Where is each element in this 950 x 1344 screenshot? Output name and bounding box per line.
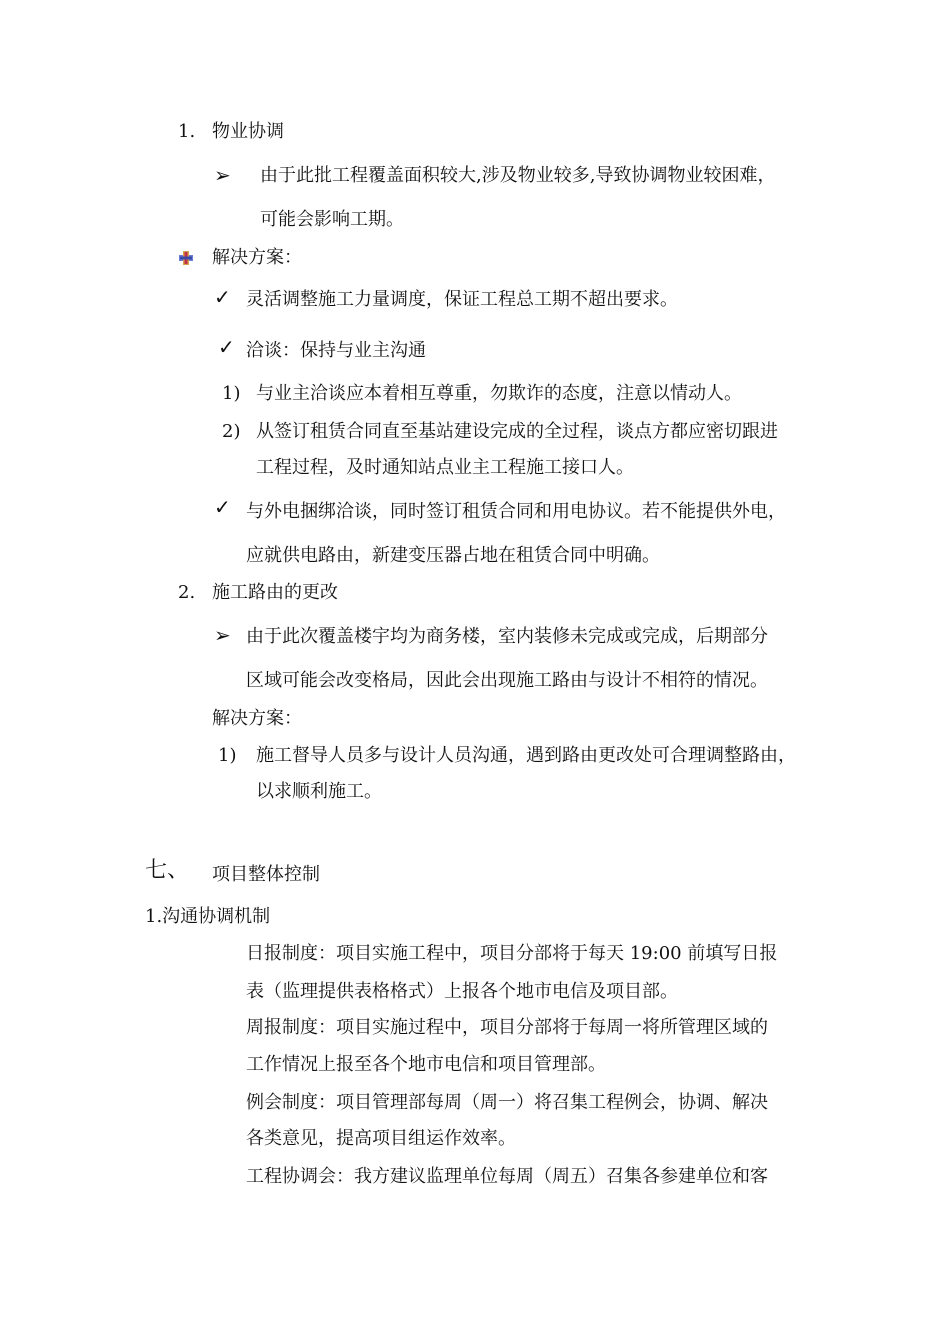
s1-item2-line2: 工程过程，及时通知站点业主工程施工接口人。 bbox=[256, 457, 634, 478]
s2-title: 施工路由的更改 bbox=[212, 582, 338, 603]
s2-item1-number: 1) bbox=[218, 745, 237, 766]
check-bullet-icon: ✓ bbox=[214, 495, 231, 519]
coordination-meeting-line1: 工程协调会：我方建议监理单位每周（周五）召集各参建单位和客 bbox=[246, 1166, 768, 1187]
arrow-bullet-icon: ➢ bbox=[214, 623, 231, 647]
s2-item1-line2: 以求顺利施工。 bbox=[256, 781, 382, 802]
s2-para-line1: 由于此次覆盖楼宇均为商务楼，室内装修未完成或完成，后期部分 bbox=[246, 626, 768, 647]
chapter-number: 七、 bbox=[145, 858, 190, 883]
s2-number: 2. bbox=[178, 582, 196, 603]
chapter-title: 项目整体控制 bbox=[212, 864, 320, 885]
daily-report-line1: 日报制度：项目实施工程中，项目分部将于每天 19:00 前填写日报 bbox=[246, 943, 778, 964]
check-bullet-icon: ✓ bbox=[214, 285, 231, 309]
s1-title: 物业协调 bbox=[212, 121, 284, 142]
s2-solution-heading: 解决方案： bbox=[212, 708, 302, 729]
weekly-report-line2: 工作情况上报至各个地市电信和项目管理部。 bbox=[246, 1054, 606, 1075]
daily-report-line2: 表（监理提供表格格式）上报各个地市电信及项目部。 bbox=[246, 981, 678, 1002]
subsection-title: 1.沟通协调机制 bbox=[145, 906, 271, 927]
s1-solution-heading: 解决方案： bbox=[212, 247, 302, 268]
s1-para-line2: 可能会影响工期。 bbox=[260, 209, 404, 230]
s1-check2: 洽谈：保持与业主沟通 bbox=[246, 340, 426, 361]
s1-item2-number: 2) bbox=[222, 421, 241, 442]
s1-check3-line1: 与外电捆绑洽谈，同时签订租赁合同和用电协议。若不能提供外电， bbox=[246, 501, 786, 522]
s1-item1-number: 1) bbox=[222, 383, 241, 404]
plus-bullet-icon bbox=[177, 249, 195, 267]
meeting-line2: 各类意见，提高项目组运作效率。 bbox=[246, 1128, 516, 1149]
s1-para-line1: 由于此批工程覆盖面积较大,涉及物业较多,导致协调物业较困难， bbox=[260, 165, 776, 186]
meeting-line1: 例会制度：项目管理部每周（周一）将召集工程例会，协调、解决 bbox=[246, 1092, 768, 1113]
weekly-report-line1: 周报制度：项目实施过程中，项目分部将于每周一将所管理区域的 bbox=[246, 1017, 768, 1038]
s1-check1: 灵活调整施工力量调度，保证工程总工期不超出要求。 bbox=[246, 289, 678, 310]
s2-para-line2: 区域可能会改变格局，因此会出现施工路由与设计不相符的情况。 bbox=[246, 670, 768, 691]
s1-item2-line1: 从签订租赁合同直至基站建设完成的全过程，谈点方都应密切跟进 bbox=[256, 421, 778, 442]
s1-item1: 与业主洽谈应本着相互尊重，勿欺诈的态度，注意以情动人。 bbox=[256, 383, 742, 404]
check-bullet-icon: ✓ bbox=[218, 335, 235, 359]
s1-check3-line2: 应就供电路由，新建变压器占地在租赁合同中明确。 bbox=[246, 545, 660, 566]
s1-number: 1. bbox=[178, 121, 196, 142]
s2-item1-line1: 施工督导人员多与设计人员沟通，遇到路由更改处可合理调整路由， bbox=[256, 745, 796, 766]
arrow-bullet-icon: ➢ bbox=[214, 163, 231, 187]
